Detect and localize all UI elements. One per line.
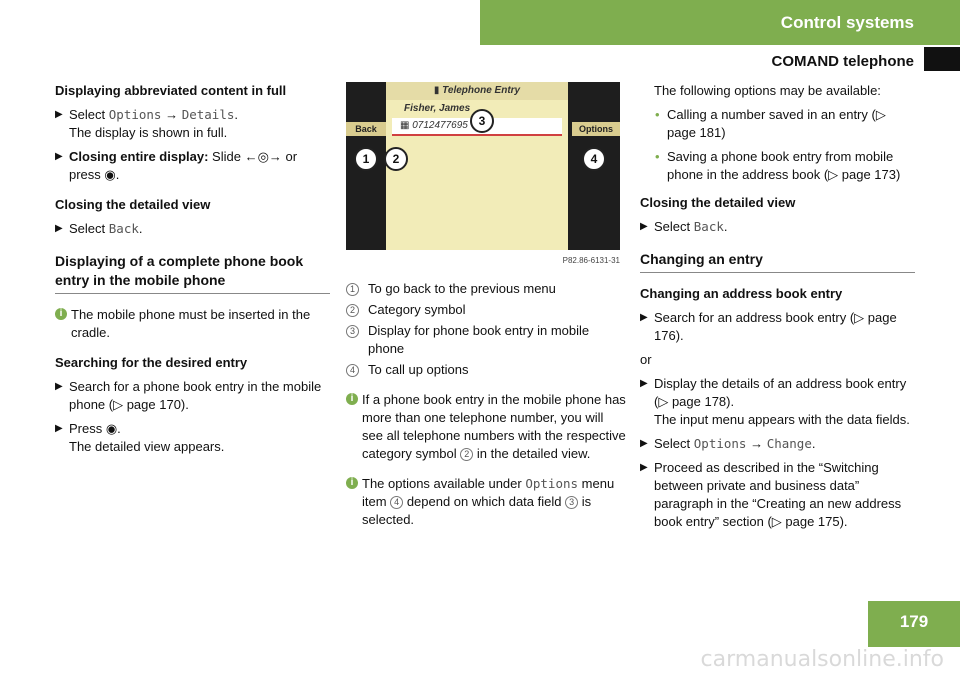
column-2 [346,82,626,541]
legend-item: 2 Category symbol [346,301,626,319]
legend-item: 1 To go back to the previous menu [346,280,626,298]
step-proceed: ▶ Proceed as described in the “Switching between private and business data” paragraph in the “Creating an new address book entry” section (▷ page 175). [640,460,902,529]
step-arrow-icon: ▶ [640,378,648,389]
heading-abbreviated: Displaying abbreviated content in full [55,83,287,98]
step-press: ▶ Press ◉. The detailed view appears. [55,421,225,454]
page-number: 179 [868,601,960,647]
info-note-cradle: i The mobile phone must be inserted in the cradle. [55,306,330,342]
legend-list [346,280,626,379]
column-3 [640,82,915,537]
step-select-back: ▶ Select Back. [55,221,143,236]
callout-2: 2 [384,147,408,171]
step-search-address: ▶ Search for an address book entry (▷ page 176). [640,310,897,343]
callout-3: 3 [470,109,494,133]
watermark: carmanualsonline.info [700,647,944,672]
heading-closing-detailed: Closing the detailed view [55,197,211,212]
info-note-options: i The options available under Options menu item 4 depend on which data field 3 is selected. [346,475,626,529]
step-arrow-icon: ▶ [55,109,63,120]
bullet-icon: • [655,149,660,164]
phone-icon: ▮ [433,85,443,96]
legend-item: 4 To call up options [346,361,626,379]
step-arrow-icon: ▶ [55,151,63,162]
info-icon: i [346,477,358,489]
options-intro: The following options may be available: [654,83,881,98]
step-arrow-icon: ▶ [640,221,648,232]
step-select-change: ▶ Select Options → Change. [640,436,816,451]
section-title: Control systems [780,12,914,32]
bullet-save-entry: • Saving a phone book entry from mobile phone in the address book (▷ page 173) [655,149,901,182]
column-1 [55,82,330,462]
info-icon: i [55,308,67,320]
step-select-back-2: ▶ Select Back. [640,219,728,234]
step-arrow-icon: ▶ [640,438,648,449]
entry-number-row: ▦ 0712477695 [392,118,562,136]
bullet-call-number: • Calling a number saved in an entry (▷ page 181) [655,107,886,140]
entry-name: Fisher, James [404,103,471,114]
figure-caption: P82.86-6131-31 [562,256,620,265]
category-icon: ▦ [400,120,413,131]
section-header [480,0,960,45]
section-heading-complete-entry: Displaying of a complete phone book entry in the mobile phone [55,252,330,294]
subsection-title: COMAND telephone [771,53,914,70]
step-display-details: ▶ Display the details of an address book entry (▷ page 178). The input menu appears with the data fields. [640,376,910,427]
callout-4: 4 [582,147,606,171]
step-arrow-icon: ▶ [55,223,63,234]
screen-figure [346,82,620,250]
step-closing-entire: ▶ Closing entire display: Slide ←◎→ or press ◉. [55,149,298,182]
info-icon: i [346,393,358,405]
header-tab [924,47,960,71]
heading-searching: Searching for the desired entry [55,355,248,370]
callout-1: 1 [354,147,378,171]
heading-changing-address: Changing an address book entry [640,286,843,301]
options-softkey: Options [572,122,620,136]
bullet-icon: • [655,107,660,122]
step-arrow-icon: ▶ [55,381,63,392]
screen-title: ▮ Telephone Entry [386,82,568,100]
legend-item: 3 Display for phone book entry in mobile phone [346,322,626,358]
step-arrow-icon: ▶ [640,462,648,473]
step-arrow-icon: ▶ [640,312,648,323]
step-select-details: ▶ Select Options → Details. The display is shown in full. [55,107,239,140]
back-softkey: Back [346,122,386,136]
step-arrow-icon: ▶ [55,423,63,434]
step-search-entry: ▶ Search for a phone book entry in the mobile phone (▷ page 170). [55,379,322,412]
heading-closing-detailed-2: Closing the detailed view [640,195,796,210]
info-note-multiple-numbers: i If a phone book entry in the mobile phone has more than one telephone number, you will see all telephone numbers with the respective category symbol 2 in the detailed view. [346,391,626,463]
section-heading-changing: Changing an entry [640,250,915,273]
display-screen [386,82,568,250]
or-text: or [640,352,652,367]
